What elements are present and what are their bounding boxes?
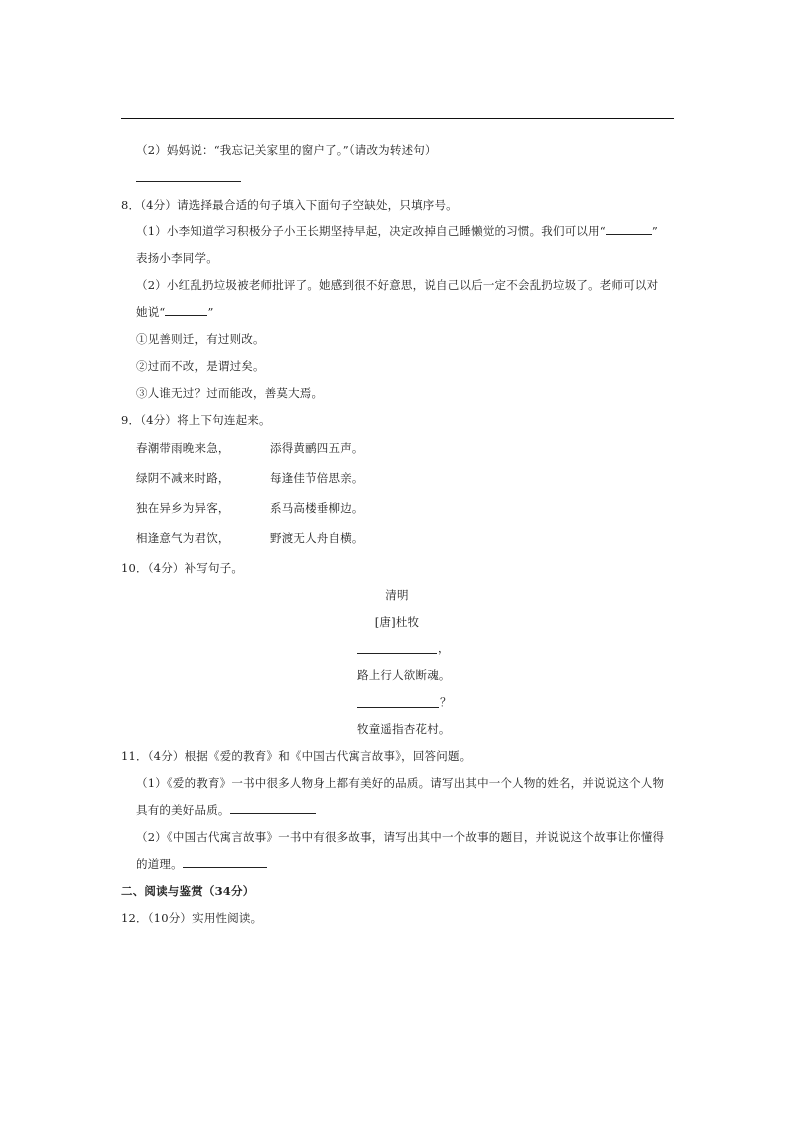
q11-part1-blank[interactable] [230,802,316,814]
poem-line4: 牧童遥指杏花村。 [357,722,451,736]
q9-left-2[interactable]: 绿阴不减来时路， [136,471,230,485]
q11-part2-blank[interactable] [183,856,267,868]
q8-option-2: ②过而不改，是谓过矣。 [136,359,265,373]
q11-stem: 11．（4分）根据《爱的教育》和《中国古代寓言故事》，回答问题。 [121,749,472,763]
poem-line1-punct: ， [438,641,450,655]
q8-part1-close-quote: ” [651,224,658,238]
q8-part2-text: 她说“ [136,305,166,319]
q8-stem: 8．（4分）请选择最合适的句子填入下面句子空缺处，只填序号。 [121,198,458,212]
q11-part2-line2 [136,856,267,872]
q8-part2-line2 [136,304,214,320]
q9-right-3[interactable]: 系马高楼垂柳边。 [270,501,364,515]
q12-stem: 12．（10分）实用性阅读。 [121,911,263,925]
q8-option-1: ①见善则迁，有过则改。 [136,332,265,346]
q8-option-3: ③人谁无过？过而能改，善莫大焉。 [136,386,324,400]
q9-right-2[interactable]: 每逢佳节倍思亲。 [270,471,364,485]
q8-part1-blank[interactable] [606,223,652,235]
poem-line3-blank[interactable] [357,707,439,708]
poem-author: [唐]杜牧 [374,615,420,629]
poem-line3-punct: ？ [440,695,452,709]
q8-part2-blank[interactable] [165,304,207,316]
q11-part1-line2 [136,802,316,818]
poem-line1-blank[interactable] [357,653,437,654]
q8-part1-line2: 表扬小李同学。 [136,251,218,265]
q9-stem: 9．（4分）将上下句连起来。 [121,413,271,427]
q10-stem: 10．（4分）补写句子。 [121,561,244,575]
q11-part1-text: 具有的美好品质。 [136,803,230,817]
q8-part2-close-quote: ” [207,305,214,319]
section-heading: 二、阅读与鉴赏（34分） [121,884,255,898]
q7-part2: （2）妈妈说：“我忘记关家里的窗户了。”（请改为转述句） [136,143,437,157]
poem-title: 清明 [385,588,409,602]
q11-part1-line1: （1）《爱的教育》一书中很多人物身上都有美好的品质。请写出其中一个人物的姓名，并说说这个人物 [136,776,665,790]
q9-left-1[interactable]: 春潮带雨晚来急， [136,441,230,455]
q8-part1-text: （1）小李知道学习积极分子小王长期坚持早起，决定改掉自己睡懒觉的习惯。我们可以用“ [136,224,606,238]
q9-right-4[interactable]: 野渡无人舟自横。 [270,531,364,545]
q8-part1-line1 [136,223,658,239]
header-rule [121,118,674,119]
q9-left-4[interactable]: 相逢意气为君饮， [136,531,230,545]
q11-part2-text: 的道理。 [136,857,183,871]
q9-left-3[interactable]: 独在异乡为异客， [136,501,230,515]
q9-right-1[interactable]: 添得黄鹂四五声。 [270,441,364,455]
q8-part2-line1: （2）小红乱扔垃圾被老师批评了。她感到很不好意思，说自己以后一定不会乱扔垃圾了。老师可以对 [136,278,659,292]
q7-answer-blank[interactable] [136,181,241,182]
poem-line2: 路上行人欲断魂。 [357,668,451,682]
q11-part2-line1: （2）《中国古代寓言故事》一书中有很多故事，请写出其中一个故事的题目，并说说这个故事让你懂得 [136,830,665,844]
